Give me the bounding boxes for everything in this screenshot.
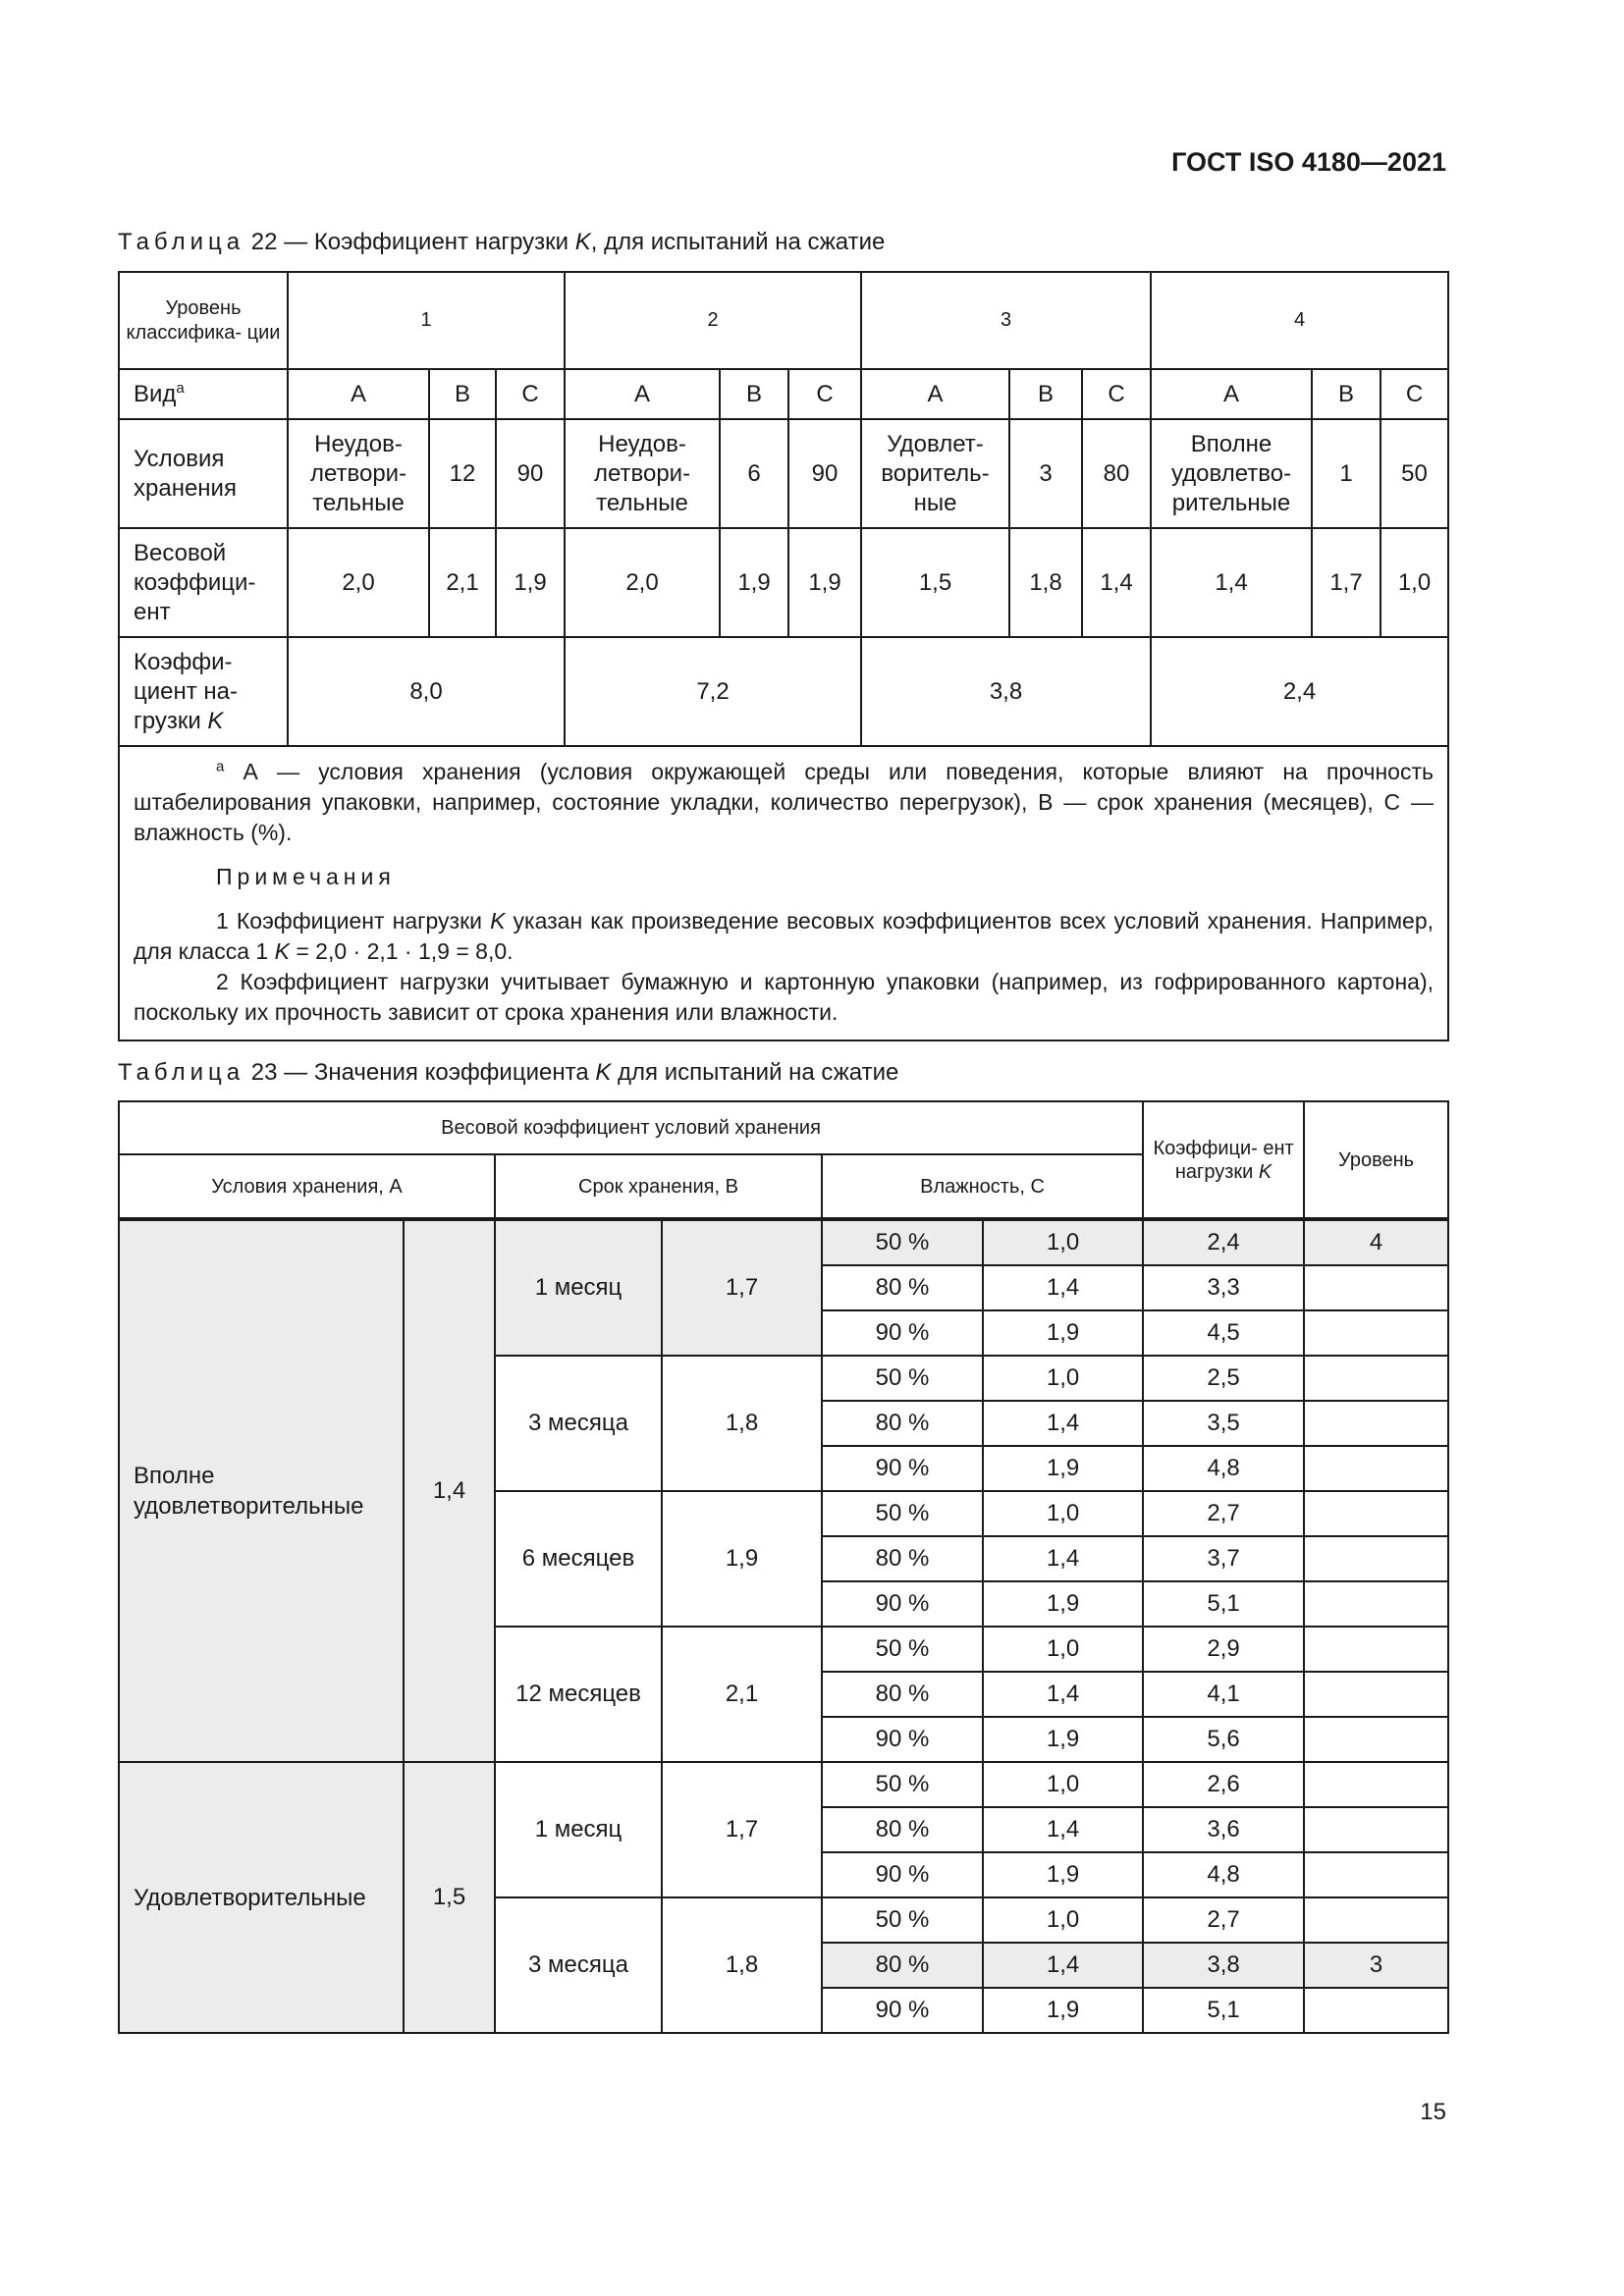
conditions-label: Условия хранения — [119, 419, 288, 528]
weight-cell: 1,9 — [720, 528, 788, 637]
note-1-variable: K — [490, 908, 506, 934]
caption-variable: K — [574, 229, 591, 255]
storage-condition: Удовлетворительные — [119, 1762, 404, 2033]
load-coefficient: 3,7 — [1143, 1536, 1304, 1581]
condition-cell: Вполне удовлетво- рительные — [1151, 419, 1312, 528]
level — [1304, 1356, 1448, 1401]
head-load-coefficient — [1143, 1101, 1304, 1219]
condition-cell: 80 — [1082, 419, 1151, 528]
table-row — [119, 1219, 1448, 1265]
condition-cell: 12 — [429, 419, 496, 528]
head-level: Уровень — [1304, 1101, 1448, 1219]
note-1-part: 1 Коэффициент нагрузки — [216, 908, 482, 934]
level-3: 3 — [861, 272, 1151, 369]
level — [1304, 1401, 1448, 1446]
caption-prefix: Таблица — [118, 1059, 245, 1086]
humidity-weight: 1,0 — [983, 1897, 1143, 1943]
load-coefficient: 5,1 — [1143, 1988, 1304, 2033]
load-label-cell — [119, 637, 288, 746]
humidity: 80 % — [822, 1536, 983, 1581]
weight-cell: 1,8 — [1009, 528, 1082, 637]
head-k-label: Коэффици- ент нагрузки — [1153, 1137, 1294, 1183]
load-coefficient: 2,9 — [1143, 1627, 1304, 1672]
humidity: 90 % — [822, 1988, 983, 2033]
humidity-weight: 1,4 — [983, 1536, 1143, 1581]
weight-cell: 1,5 — [861, 528, 1009, 637]
kind-cell: A — [861, 369, 1009, 419]
humidity-weight: 1,0 — [983, 1356, 1143, 1401]
caption-dash: — — [277, 1059, 314, 1086]
caption-prefix: Таблица — [118, 229, 245, 255]
humidity-weight: 1,9 — [983, 1581, 1143, 1627]
storage-condition: Вполне удовлетворительные — [119, 1219, 404, 1762]
level — [1304, 1491, 1448, 1536]
humidity: 50 % — [822, 1762, 983, 1807]
storage-term-weight: 1,8 — [662, 1356, 822, 1491]
load-coefficient: 5,1 — [1143, 1581, 1304, 1627]
head-term: Срок хранения, B — [495, 1154, 822, 1219]
kind-cell: C — [1380, 369, 1448, 419]
storage-term: 1 месяц — [495, 1219, 662, 1356]
weight-cell: 1,0 — [1380, 528, 1448, 637]
footnote-mark: а — [216, 758, 225, 775]
kind-cell: C — [788, 369, 861, 419]
level-1: 1 — [288, 272, 565, 369]
humidity: 80 % — [822, 1943, 983, 1988]
kind-footnote-mark: а — [176, 379, 185, 397]
weight-label: Весовой коэффици- ент — [119, 528, 288, 637]
table-22-footnotes — [119, 746, 1448, 1041]
condition-cell: 90 — [496, 419, 565, 528]
humidity-weight: 1,9 — [983, 1852, 1143, 1897]
load-coefficient: 2,4 — [1143, 1219, 1304, 1265]
notes-title: Примечания — [216, 864, 396, 889]
humidity-weight: 1,9 — [983, 1717, 1143, 1762]
humidity: 80 % — [822, 1672, 983, 1717]
weight-cell: 2,0 — [565, 528, 720, 637]
level — [1304, 1265, 1448, 1310]
humidity: 50 % — [822, 1356, 983, 1401]
load-coefficient: 3,6 — [1143, 1807, 1304, 1852]
level-2: 2 — [565, 272, 861, 369]
storage-term-weight: 1,9 — [662, 1491, 822, 1627]
load-label: Коэффи- циент на- грузки — [134, 648, 239, 734]
level — [1304, 1717, 1448, 1762]
condition-cell: 50 — [1380, 419, 1448, 528]
level-label-cell: Уровень классифика- ции — [119, 272, 288, 369]
weight-cell: 1,4 — [1151, 528, 1312, 637]
load-label-variable: K — [207, 707, 224, 734]
storage-term: 3 месяца — [495, 1356, 662, 1491]
storage-term: 1 месяц — [495, 1762, 662, 1897]
humidity-weight: 1,9 — [983, 1446, 1143, 1491]
humidity: 50 % — [822, 1897, 983, 1943]
note-1-part: указан как произведение весовых коэффициентов всех условий хранения. Например, для класса 1 — [134, 908, 1435, 964]
storage-condition-weight: 1,5 — [404, 1762, 495, 2033]
level — [1304, 1807, 1448, 1852]
weight-cell: 2,1 — [429, 528, 496, 637]
condition-cell: 1 — [1312, 419, 1380, 528]
level — [1304, 1672, 1448, 1717]
load-coefficient: 3,5 — [1143, 1401, 1304, 1446]
kind-cell: A — [288, 369, 429, 419]
humidity: 90 % — [822, 1310, 983, 1356]
humidity: 80 % — [822, 1401, 983, 1446]
humidity-weight: 1,4 — [983, 1943, 1143, 1988]
table-23-caption — [118, 1059, 898, 1087]
footnote-text: А — условия хранения (условия окружающей среды или поведения, которые влияют на прочность штабелирования упаковки, например, состояние укладки, количество перегрузок), В — срок хранения (месяцев), С — влажность (%). — [134, 759, 1434, 845]
level — [1304, 1581, 1448, 1627]
load-coefficient: 4,8 — [1143, 1852, 1304, 1897]
page-number: 15 — [1420, 2099, 1446, 2125]
kind-cell: C — [1082, 369, 1151, 419]
humidity: 80 % — [822, 1807, 983, 1852]
kind-label-cell — [119, 369, 288, 419]
load-coefficient: 3,8 — [1143, 1943, 1304, 1988]
level — [1304, 1536, 1448, 1581]
level — [1304, 1446, 1448, 1491]
humidity-weight: 1,9 — [983, 1988, 1143, 2033]
humidity: 50 % — [822, 1491, 983, 1536]
humidity-weight: 1,0 — [983, 1627, 1143, 1672]
kind-cell: B — [1009, 369, 1082, 419]
level — [1304, 1310, 1448, 1356]
level: 4 — [1304, 1219, 1448, 1265]
level — [1304, 1897, 1448, 1943]
humidity-weight: 1,4 — [983, 1401, 1143, 1446]
load-coefficient: 2,5 — [1143, 1356, 1304, 1401]
humidity-weight: 1,0 — [983, 1491, 1143, 1536]
load-coefficient: 4,1 — [1143, 1672, 1304, 1717]
storage-term-weight: 1,8 — [662, 1897, 822, 2033]
humidity: 90 % — [822, 1446, 983, 1491]
load-value: 2,4 — [1151, 637, 1448, 746]
load-value: 8,0 — [288, 637, 565, 746]
humidity: 90 % — [822, 1852, 983, 1897]
table-23 — [118, 1100, 1449, 2034]
head-humidity: Влажность, C — [822, 1154, 1143, 1219]
weight-cell: 1,9 — [496, 528, 565, 637]
kind-cell: B — [1312, 369, 1380, 419]
caption-dash: — — [277, 229, 314, 255]
table-22 — [118, 271, 1449, 1041]
weight-cell: 1,4 — [1082, 528, 1151, 637]
load-coefficient: 5,6 — [1143, 1717, 1304, 1762]
condition-cell: 6 — [720, 419, 788, 528]
kind-cell: B — [429, 369, 496, 419]
load-coefficient: 2,7 — [1143, 1897, 1304, 1943]
head-conditions: Условия хранения, А — [119, 1154, 495, 1219]
caption-tail: для испытаний на сжатие — [618, 1059, 899, 1086]
weight-cell: 1,9 — [788, 528, 861, 637]
load-coefficient: 2,6 — [1143, 1762, 1304, 1807]
document-code-header: ГОСТ ISO 4180—2021 — [1171, 147, 1446, 177]
level: 3 — [1304, 1943, 1448, 1988]
storage-term-weight: 1,7 — [662, 1219, 822, 1356]
load-coefficient: 4,5 — [1143, 1310, 1304, 1356]
storage-condition-weight: 1,4 — [404, 1219, 495, 1762]
load-coefficient: 4,8 — [1143, 1446, 1304, 1491]
storage-term: 6 месяцев — [495, 1491, 662, 1627]
head-weight: Весовой коэффициент условий хранения — [119, 1101, 1143, 1154]
level — [1304, 1762, 1448, 1807]
caption-text: Значения коэффициента — [313, 1059, 589, 1086]
caption-number: 23 — [250, 1059, 278, 1086]
caption-number: 22 — [250, 229, 278, 255]
condition-cell: 90 — [788, 419, 861, 528]
humidity-weight: 1,0 — [983, 1762, 1143, 1807]
condition-cell: Неудов- летвори- тельные — [288, 419, 429, 528]
caption-tail: , для испытаний на сжатие — [590, 229, 886, 255]
storage-term-weight: 1,7 — [662, 1762, 822, 1897]
humidity: 90 % — [822, 1717, 983, 1762]
humidity: 50 % — [822, 1219, 983, 1265]
weight-cell: 2,0 — [288, 528, 429, 637]
load-value: 7,2 — [565, 637, 861, 746]
humidity-weight: 1,4 — [983, 1807, 1143, 1852]
load-coefficient: 3,3 — [1143, 1265, 1304, 1310]
storage-term: 12 месяцев — [495, 1627, 662, 1762]
humidity-weight: 1,0 — [983, 1219, 1143, 1265]
head-k-variable: K — [1258, 1160, 1272, 1183]
load-coefficient: 2,7 — [1143, 1491, 1304, 1536]
level — [1304, 1852, 1448, 1897]
table-row — [119, 1762, 1448, 1807]
weight-cell: 1,7 — [1312, 528, 1380, 637]
condition-cell: Удовлет- воритель- ные — [861, 419, 1009, 528]
caption-variable: K — [595, 1059, 612, 1086]
storage-term-weight: 2,1 — [662, 1627, 822, 1762]
kind-cell: B — [720, 369, 788, 419]
kind-cell: C — [496, 369, 565, 419]
condition-cell: Неудов- летвори- тельные — [565, 419, 720, 528]
humidity-weight: 1,4 — [983, 1265, 1143, 1310]
humidity: 90 % — [822, 1581, 983, 1627]
note-1 — [134, 906, 1434, 967]
load-value: 3,8 — [861, 637, 1151, 746]
level-4: 4 — [1151, 272, 1448, 369]
condition-cell: 3 — [1009, 419, 1082, 528]
humidity-weight: 1,4 — [983, 1672, 1143, 1717]
table-22-caption — [118, 229, 885, 256]
footnote-a — [134, 757, 1434, 848]
humidity-weight: 1,9 — [983, 1310, 1143, 1356]
level — [1304, 1627, 1448, 1672]
note-1-variable: K — [274, 938, 290, 964]
note-2: 2 Коэффициент нагрузки учитывает бумажную и картонную упаковки (например, из гофрированного картона), поскольку их прочность зависит от срока хранения или влажности. — [134, 969, 1434, 1025]
kind-cell: A — [1151, 369, 1312, 419]
kind-label: Вид — [134, 380, 177, 407]
humidity: 50 % — [822, 1627, 983, 1672]
kind-cell: A — [565, 369, 720, 419]
level — [1304, 1988, 1448, 2033]
note-1-part: = 2,0 · 2,1 · 1,9 = 8,0. — [296, 938, 514, 964]
humidity: 80 % — [822, 1265, 983, 1310]
caption-text: Коэффициент нагрузки — [313, 229, 569, 255]
storage-term: 3 месяца — [495, 1897, 662, 2033]
